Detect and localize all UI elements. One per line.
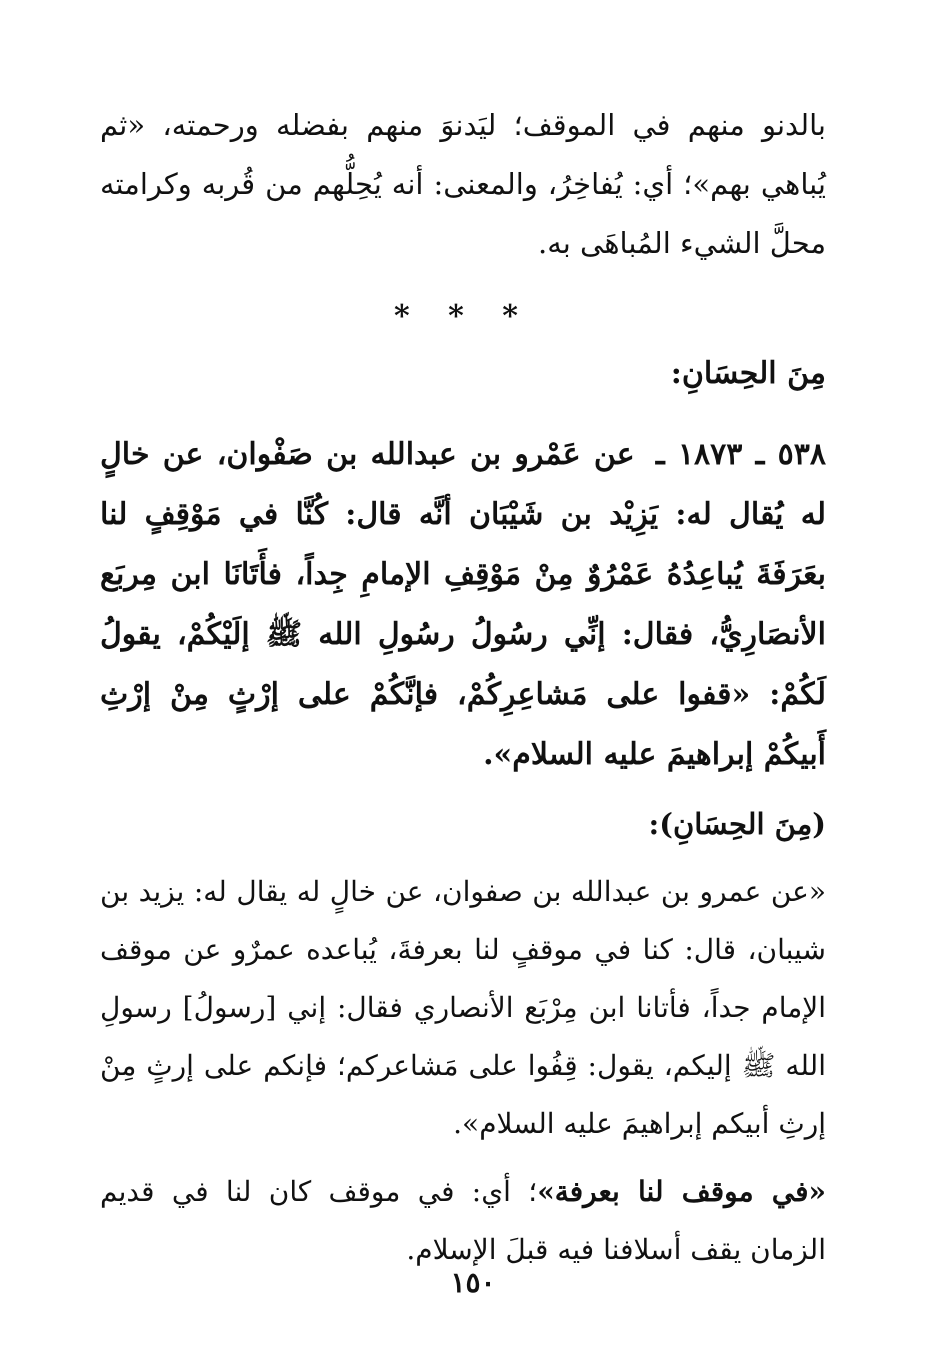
commentary-heading: (مِنَ الحِسَانِ): [648,807,826,841]
explanation-paragraph [100,1163,826,1279]
page-number: ١٥٠ [450,1266,496,1299]
section-heading: مِنَ الحِسَانِ: [670,356,826,391]
page-body [100,96,826,1332]
explanation-text: ؛ أي: في موقف كان لنا في قديم الزمان يقف أسلافنا فيه قبلَ الإسلام. [100,1175,826,1266]
section-separator: * * * [394,299,532,334]
hadith-paragraph [100,425,826,785]
intro-paragraph: بالدنو منهم في الموقف؛ ليَدنوَ منهم بفضله ورحمته، «ثم يُباهي بهم»؛ أي: يُفاخِرُ، والمعنى: أنه يُحِلُّهم من قُربه وكرامته محلَّ الشيء المُباهَى به. [100,108,826,260]
quoted-hadith-paragraph: «عن عمرو بن عبدالله بن صفوان، عن خالٍ له يقال له: يزيد بن شيبان، قال: كنا في موقفٍ لنا بعرفةَ، يُباعده عمرٌو عن موقف الإمام جداً، فأتانا ابن مِرْبَع الأنصاري فقال: إني [رسولُ] رسولِ الله ﷺ إليكم، يقول: قِفُوا على مَشاعركم؛ فإنكم على إرثٍ مِنْ إرثِ أبيكم إبراهيمَ عليه السلام». [100,875,826,1140]
explanation-lead: «في موقف لنا بعرفة» [537,1175,826,1208]
hadith-text: عن عَمْرو بن عبدالله بن صَفْوان، عن خالٍ له يُقال له: يَزِيْد بن شَيْبَان أنَّه قال: كُنَّا في مَوْقِفٍ لنا بعَرَفَةَ يُباعِدُهُ عَمْرُوٌ مِنْ مَوْقِفِ الإمامِ جِداً، فأَتَانَا ابن مِربَع الأنصَارِيُّ، فقال: إنِّي رسُولُ رسُولِ الله ﷺ إلَيْكُمْ، يقولُ لَكُمْ: «قفوا على مَشاعِرِكُمْ، فإنَّكُمْ على إرْثٍ مِنْ إرْثِ أَبيكُمْ إبراهيمَ عليه السلام». [100,437,826,772]
hadith-number: ٥٣٨ ـ ١٨٧٣ ـ [655,437,826,472]
